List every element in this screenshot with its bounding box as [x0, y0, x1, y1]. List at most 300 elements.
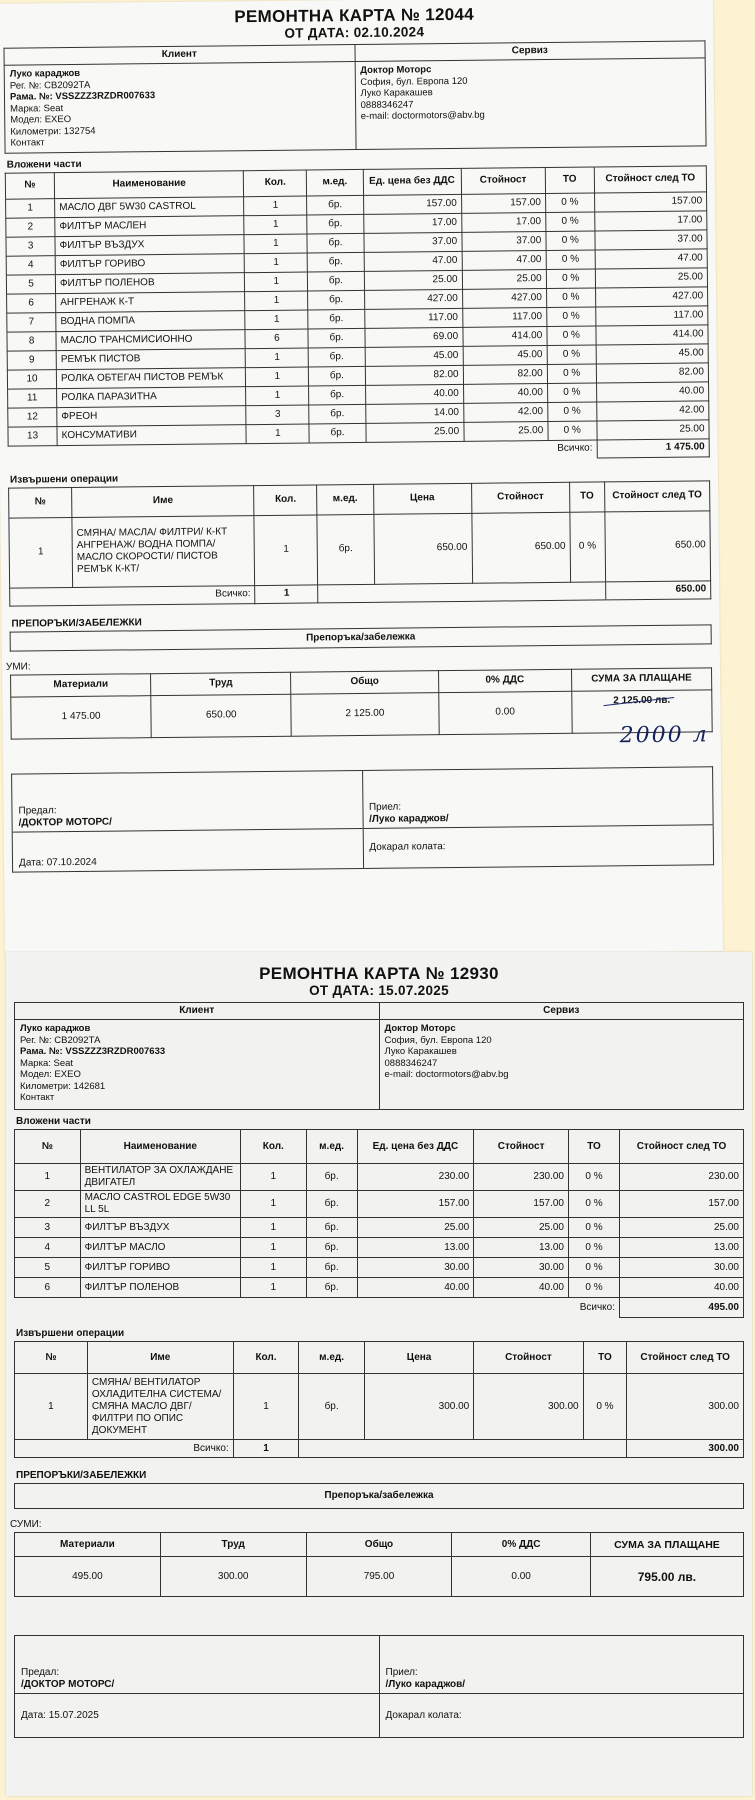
cell-to: 0 % [570, 511, 606, 581]
parts-total: 495.00 [620, 1298, 744, 1318]
sum-vat-header: 0% ДДС [452, 1533, 591, 1557]
cell-price: 45.00 [365, 346, 463, 366]
cell-price: 17.00 [363, 213, 461, 233]
cell-qty: 1 [233, 1374, 299, 1440]
cell-to: 0 % [569, 1218, 620, 1238]
cell-value: 414.00 [463, 326, 547, 346]
service-email: e-mail: doctormotors@abv.bg [384, 1069, 509, 1080]
service-name: Доктор Моторс [384, 1023, 456, 1034]
cell-qty: 1 [245, 348, 308, 368]
sum-total: 795.00 [306, 1557, 452, 1597]
cell-price: 157.00 [363, 194, 461, 214]
col-unit: м.ед. [306, 1130, 357, 1164]
cell-qty: 1 [245, 272, 308, 292]
cell-to: 0 % [583, 1374, 627, 1440]
sum-materials: 1 475.00 [11, 695, 152, 738]
cell-value-after: 40.00 [596, 381, 708, 401]
ops-total-label: Всичко: [15, 1440, 234, 1458]
client-make: Марка: Seat [10, 102, 64, 115]
cell-price: 427.00 [364, 289, 462, 309]
cell-value: 30.00 [474, 1258, 569, 1278]
cell-value: 427.00 [462, 288, 546, 308]
rec-header: Препоръка/забележка [15, 1484, 744, 1509]
sum-vat-header: 0% ДДС [438, 669, 571, 692]
ops-total: 300.00 [627, 1440, 744, 1458]
cell-price: 25.00 [364, 270, 462, 290]
card-title: РЕМОНТНА КАРТА № 12044 [234, 4, 475, 27]
table-row [15, 1374, 744, 1440]
table-row [15, 1164, 744, 1191]
cell-no: 5 [15, 1258, 81, 1278]
sum-total-header: Общо [291, 670, 438, 694]
sum-labor-header: Труд [160, 1533, 306, 1557]
ops-total: 650.00 [605, 580, 710, 599]
table-row [15, 1191, 744, 1218]
client-make: Марка: Seat [20, 1057, 74, 1069]
cell-qty: 1 [244, 253, 307, 273]
cell-value: 25.00 [464, 421, 548, 441]
rec-label: ПРЕПОРЪКИ/ЗАБЕЛЕЖКИ [16, 1470, 147, 1481]
col-qty: Кол. [240, 1130, 306, 1164]
cell-to: 0 % [547, 402, 596, 422]
cell-price: 13.00 [357, 1238, 474, 1258]
delivered-cell [363, 824, 714, 868]
cell-no: 5 [6, 274, 55, 294]
cell-unit: бр. [307, 214, 363, 234]
parts-rows [6, 191, 710, 445]
cell-unit: бр. [307, 195, 363, 215]
cell-value: 37.00 [462, 231, 546, 251]
cell-unit: бр. [306, 1164, 357, 1191]
cell-value: 300.00 [474, 1374, 583, 1440]
ops-rows [15, 1374, 744, 1440]
cell-name: ФИЛТЪР ГОРИВО [55, 253, 244, 274]
cell-no: 10 [7, 369, 56, 389]
received-cell [362, 766, 713, 828]
rec-header: Препоръка/забележка [10, 624, 711, 650]
signatures-table [11, 766, 714, 872]
cell-no: 11 [8, 388, 57, 408]
cell-unit: бр. [306, 1278, 357, 1298]
received-label: Приел: [385, 1667, 418, 1678]
col-unit-price: Ед. цена без ДДС [357, 1130, 474, 1164]
cell-value: 42.00 [463, 402, 547, 422]
sum-labor-header: Труд [151, 672, 291, 695]
table-row [15, 1278, 744, 1298]
col-no: № [9, 487, 72, 518]
service-phone: 0888346247 [384, 1057, 438, 1069]
cell-qty: 1 [240, 1164, 306, 1191]
cell-price: 40.00 [365, 384, 463, 404]
cell-value: 157.00 [461, 193, 545, 213]
sum-total-header: Общо [306, 1533, 452, 1557]
ops-rows [9, 510, 711, 587]
cell-qty: 1 [240, 1191, 306, 1218]
cell-price: 25.00 [357, 1218, 474, 1238]
client-vin: Рама. №: VSSZZZ3RZDR007633 [9, 90, 156, 103]
client-info [4, 62, 355, 153]
cell-to: 0 % [546, 231, 595, 251]
service-address: София, бул. Европа 120 [384, 1034, 492, 1046]
cell-name: КОНСУМАТИВИ [57, 424, 246, 445]
cell-value-after: 25.00 [595, 267, 707, 287]
client-service-table [14, 1002, 744, 1110]
cell-name: ВЕНТИЛАТОР ЗА ОХЛАЖДАНЕ ДВИГАТЕЛ [80, 1164, 240, 1191]
cell-to: 0 % [569, 1191, 620, 1218]
cell-unit: бр. [306, 1258, 357, 1278]
cell-value: 650.00 [472, 512, 571, 583]
col-name: Име [87, 1342, 233, 1374]
cell-no: 6 [15, 1278, 81, 1298]
sum-total: 2 125.00 [291, 692, 439, 736]
cell-value: 82.00 [463, 364, 547, 384]
cell-value-after: 427.00 [595, 286, 707, 306]
cell-name: АНГРЕНАЖ К-Т [56, 291, 245, 312]
cell-no: 9 [7, 350, 56, 370]
service-name: Доктор Моторс [360, 64, 432, 76]
cell-name: РОЛКА ПАРАЗИТНА [57, 386, 246, 407]
cell-name: СМЯНА/ МАСЛА/ ФИЛТРИ/ К-КТ АНГРЕНАЖ/ ВОДНА ПОМПА/ МАСЛО СКОРОСТИ/ ПИСТОВ РЕМЪК К-КТ/ [72, 515, 255, 587]
cell-value: 40.00 [474, 1278, 569, 1298]
cell-value-after: 650.00 [605, 510, 711, 581]
col-unit-price: Ед. цена без ДДС [363, 168, 461, 195]
cell-value-after: 17.00 [595, 210, 707, 230]
cell-price: 37.00 [363, 232, 461, 252]
cell-no: 3 [6, 236, 55, 256]
ops-total-qty: 1 [233, 1440, 299, 1458]
col-value: Стойност [474, 1342, 583, 1374]
date-label: Дата: 07.10.2024 [18, 856, 97, 869]
cell-no: 8 [7, 331, 56, 351]
table-row [15, 1238, 744, 1258]
cell-qty: 1 [245, 310, 308, 330]
received-label: Приел: [368, 801, 402, 813]
cell-to: 0 % [547, 326, 596, 346]
cell-value-after: 25.00 [620, 1218, 744, 1238]
cell-name: СМЯНА/ ВЕНТИЛАТОР ОХЛАДИТЕЛНА СИСТЕМА/ СМЯНА МАСЛО ДВГ/ ФИЛТРИ ПО ОПИС ДОКУМЕНТ [87, 1374, 233, 1440]
cell-name: МАСЛО CASTROL EDGE 5W30 LL 5L [80, 1191, 240, 1218]
handed-cell [12, 770, 363, 832]
cell-value: 45.00 [463, 345, 547, 365]
recommendations-table [14, 1483, 744, 1509]
col-unit: м.ед. [317, 484, 373, 515]
sums-table [14, 1532, 744, 1597]
client-contact: Контакт [20, 1092, 55, 1103]
sum-pay-header: СУМА ЗА ПЛАЩАНЕ [590, 1533, 743, 1557]
cell-value-after: 40.00 [620, 1278, 744, 1298]
client-reg: Рег. №: СВ2092ТА [20, 1034, 101, 1046]
card-date: ОТ ДАТА: 15.07.2025 [309, 983, 449, 998]
cell-unit: бр. [308, 252, 364, 272]
cell-value-after: 300.00 [627, 1374, 744, 1440]
cell-no: 1 [9, 517, 73, 588]
cell-value-after: 30.00 [620, 1258, 744, 1278]
cell-no: 4 [15, 1238, 81, 1258]
col-name: Наименование [80, 1130, 240, 1164]
col-value-after: Стойност след ТО [620, 1130, 744, 1164]
sum-labor: 650.00 [151, 694, 292, 737]
col-name: Име [72, 485, 255, 517]
client-header: Клиент [4, 45, 355, 66]
service-address: София, бул. Европа 120 [360, 75, 468, 88]
date-cell [15, 1694, 380, 1738]
col-to: ТО [569, 1130, 620, 1164]
cell-to: 0 % [546, 269, 595, 289]
cell-value-after: 45.00 [596, 343, 708, 363]
parts-label: Вложени части [16, 1116, 91, 1127]
cell-qty: 1 [240, 1238, 306, 1258]
col-qty: Кол. [233, 1342, 299, 1374]
cell-to: 0 % [547, 383, 596, 403]
sum-materials: 495.00 [15, 1557, 161, 1597]
col-value: Стойност [471, 482, 569, 513]
cell-name: РЕМЪК ПИСТОВ [56, 348, 245, 369]
cell-price: 40.00 [357, 1278, 474, 1298]
col-to: ТО [569, 481, 604, 511]
client-km: Километри: 132754 [10, 125, 96, 138]
cell-unit: бр. [317, 514, 374, 585]
cell-to: 0 % [569, 1278, 620, 1298]
cell-qty: 1 [254, 514, 318, 585]
cell-price: 69.00 [364, 327, 462, 347]
col-no: № [15, 1342, 88, 1374]
sum-pay-value: 2 125.00 лв. [613, 694, 671, 706]
cell-no: 2 [15, 1191, 81, 1218]
handed-label: Предал: [18, 804, 57, 817]
client-model: Модел: EXEO [20, 1069, 81, 1080]
col-qty: Кол. [244, 170, 307, 197]
cell-unit: бр. [308, 271, 364, 291]
cell-to: 0 % [545, 212, 594, 232]
handed-label: Предал: [21, 1667, 60, 1678]
cell-no: 2 [6, 217, 55, 237]
cell-to: 0 % [547, 364, 596, 384]
cell-value: 157.00 [474, 1191, 569, 1218]
cell-name: ФИЛТЪР ПОЛЕНОВ [55, 272, 244, 293]
cell-to: 0 % [546, 250, 595, 270]
service-info [355, 58, 706, 149]
received-cell [379, 1636, 744, 1694]
sums-label: СУМИ: [10, 1519, 42, 1530]
client-header: Клиент [15, 1003, 380, 1020]
cell-value: 117.00 [462, 307, 546, 327]
date-label: Дата: 15.07.2025 [21, 1709, 99, 1721]
handed-cell [15, 1636, 380, 1694]
cell-to: 0 % [546, 288, 595, 308]
col-value-after: Стойност след ТО [604, 480, 710, 511]
client-km: Километри: 142681 [20, 1080, 106, 1092]
sum-pay: 795.00 лв. [590, 1557, 743, 1597]
cell-name: ФИЛТЪР МАСЛЕН [55, 215, 244, 236]
client-name: Луко караджов [9, 67, 81, 80]
cell-qty: 1 [244, 196, 307, 216]
cell-name: ФИЛТЪР ВЪЗДУХ [55, 234, 244, 255]
col-price: Цена [364, 1342, 473, 1374]
client-vin: Рама. №: VSSZZZ3RZDR007633 [20, 1046, 166, 1057]
col-no: № [5, 172, 54, 199]
parts-rows [15, 1164, 744, 1298]
sums-label: УМИ: [5, 660, 31, 673]
cell-qty: 6 [245, 329, 308, 349]
cell-value-after: 117.00 [596, 305, 708, 325]
col-unit: м.ед. [299, 1342, 365, 1374]
cell-unit: бр. [306, 1238, 357, 1258]
sum-materials-header: Материали [15, 1533, 161, 1557]
cell-name: МАСЛО ТРАНСМИСИОННО [56, 329, 245, 350]
cell-value-after: 82.00 [596, 362, 708, 382]
cell-unit: бр. [306, 1191, 357, 1218]
cell-qty: 1 [246, 367, 309, 387]
cell-to: 0 % [545, 193, 594, 213]
handed-name: /ДОКТОР МОТОРС/ [18, 816, 112, 829]
cell-no: 4 [6, 255, 55, 275]
cell-name: ФИЛТЪР ГОРИВО [80, 1258, 240, 1278]
cell-name: МАСЛО ДВГ 5W30 CASTROL [55, 196, 244, 217]
cell-value: 47.00 [462, 250, 546, 270]
parts-label: Вложени части [6, 158, 82, 171]
col-to: ТО [583, 1342, 627, 1374]
cell-to: 0 % [569, 1238, 620, 1258]
sum-pay-header: СУМА ЗА ПЛАЩАНЕ [571, 667, 711, 690]
cell-to: 0 % [569, 1258, 620, 1278]
delivered-label: Докарал колата: [385, 1709, 462, 1721]
cell-no: 1 [15, 1164, 81, 1191]
table-row [15, 1258, 744, 1278]
cell-to: 0 % [546, 307, 595, 327]
cell-price: 300.00 [364, 1374, 473, 1440]
cell-name: ФИЛТЪР ПОЛЕНОВ [80, 1278, 240, 1298]
col-value-after: Стойност след ТО [627, 1342, 744, 1374]
col-no: № [15, 1130, 81, 1164]
handwritten-amount-wrap [11, 722, 709, 759]
cell-value: 25.00 [462, 269, 546, 289]
cell-no: 1 [15, 1374, 88, 1440]
card-date: ОТ ДАТА: 02.10.2024 [284, 24, 425, 41]
rec-label: ПРЕПОРЪКИ/ЗАБЕЛЕЖКИ [11, 616, 142, 630]
cell-no: 1 [6, 198, 55, 218]
cell-value-after: 157.00 [620, 1191, 744, 1218]
client-contact: Контакт [10, 137, 45, 149]
operations-table [14, 1341, 744, 1458]
col-value: Стойност [474, 1130, 569, 1164]
cell-name: ФИЛТЪР МАСЛО [80, 1238, 240, 1258]
cell-name: ФРЕОН [57, 405, 246, 426]
client-info [15, 1020, 380, 1110]
cell-price: 25.00 [365, 422, 463, 442]
repair-card-12930 [6, 952, 752, 1796]
service-phone: 0888346247 [360, 98, 414, 111]
ops-label: Извършени операции [9, 473, 119, 486]
cell-unit: бр. [309, 347, 365, 367]
cell-no: 12 [8, 407, 57, 427]
cell-value: 17.00 [461, 212, 545, 232]
cell-value: 13.00 [474, 1238, 569, 1258]
cell-value-after: 157.00 [594, 191, 706, 211]
cell-no: 7 [7, 312, 56, 332]
parts-total-label: Всичко: [8, 440, 597, 464]
col-unit: м.ед. [307, 169, 363, 196]
cell-unit: бр. [309, 366, 365, 386]
parts-table [5, 165, 710, 464]
client-model: Модел: EXEO [10, 113, 72, 126]
cell-price: 157.00 [357, 1191, 474, 1218]
cell-to: 0 % [569, 1164, 620, 1191]
cell-unit: бр. [306, 1218, 357, 1238]
cell-unit: бр. [308, 309, 364, 329]
cell-to: 0 % [548, 421, 597, 441]
cell-value-after: 42.00 [597, 400, 709, 420]
sum-vat: 0.00 [438, 691, 572, 734]
card-title: РЕМОНТНА КАРТА № 12930 [259, 964, 499, 983]
cell-value-after: 37.00 [595, 229, 707, 249]
col-value: Стойност [461, 167, 545, 194]
cell-qty: 1 [240, 1218, 306, 1238]
received-name: /Луко караджов/ [385, 1679, 466, 1690]
service-header: Сервиз [354, 41, 705, 62]
cell-value: 25.00 [474, 1218, 569, 1238]
col-value-after: Стойност след ТО [594, 165, 706, 192]
signatures-table [14, 1635, 744, 1738]
client-name: Луко караджов [20, 1023, 91, 1034]
cell-qty: 1 [244, 234, 307, 254]
cell-price: 230.00 [357, 1164, 474, 1191]
cell-price: 650.00 [373, 513, 472, 584]
col-name: Наименование [54, 170, 244, 198]
operations-table [8, 480, 711, 606]
cell-no: 13 [8, 426, 57, 446]
table-row [15, 1218, 744, 1238]
cell-qty: 1 [246, 386, 309, 406]
delivered-label: Докарал колата: [369, 841, 446, 853]
cell-unit: бр. [308, 328, 364, 348]
client-reg: Рег. №: СВ2092ТА [9, 79, 91, 92]
service-person: Луко Каракашев [360, 87, 433, 99]
ops-label: Извършени операции [16, 1328, 125, 1339]
sum-vat: 0.00 [452, 1557, 591, 1597]
cell-name: РОЛКА ОБТЕГАЧ ПИСТОВ РЕМЪК [56, 367, 245, 388]
cell-value-after: 25.00 [597, 419, 709, 439]
cell-unit: бр. [299, 1374, 365, 1440]
cell-unit: бр. [308, 290, 364, 310]
cell-qty: 1 [240, 1278, 306, 1298]
cell-to: 0 % [547, 345, 596, 365]
cell-no: 6 [7, 293, 56, 313]
parts-table [14, 1129, 744, 1318]
delivered-cell [379, 1694, 744, 1738]
cell-qty: 1 [244, 215, 307, 235]
col-price: Цена [373, 483, 471, 514]
cell-value-after: 47.00 [595, 248, 707, 268]
cell-price: 47.00 [364, 251, 462, 271]
col-to: ТО [545, 167, 594, 194]
cell-value-after: 230.00 [620, 1164, 744, 1191]
cell-qty: 1 [245, 291, 308, 311]
cell-no: 3 [15, 1218, 81, 1238]
cell-unit: бр. [309, 423, 365, 443]
cell-qty: 1 [240, 1258, 306, 1278]
table-row [9, 510, 711, 587]
service-info [379, 1020, 744, 1110]
cell-value: 40.00 [463, 383, 547, 403]
cell-value: 230.00 [474, 1164, 569, 1191]
parts-total: 1 475.00 [597, 438, 709, 457]
sum-labor: 300.00 [160, 1557, 306, 1597]
cell-price: 30.00 [357, 1258, 474, 1278]
service-header: Сервиз [379, 1003, 744, 1020]
cell-price: 82.00 [365, 365, 463, 385]
date-cell [12, 828, 363, 872]
cell-price: 14.00 [365, 403, 463, 423]
